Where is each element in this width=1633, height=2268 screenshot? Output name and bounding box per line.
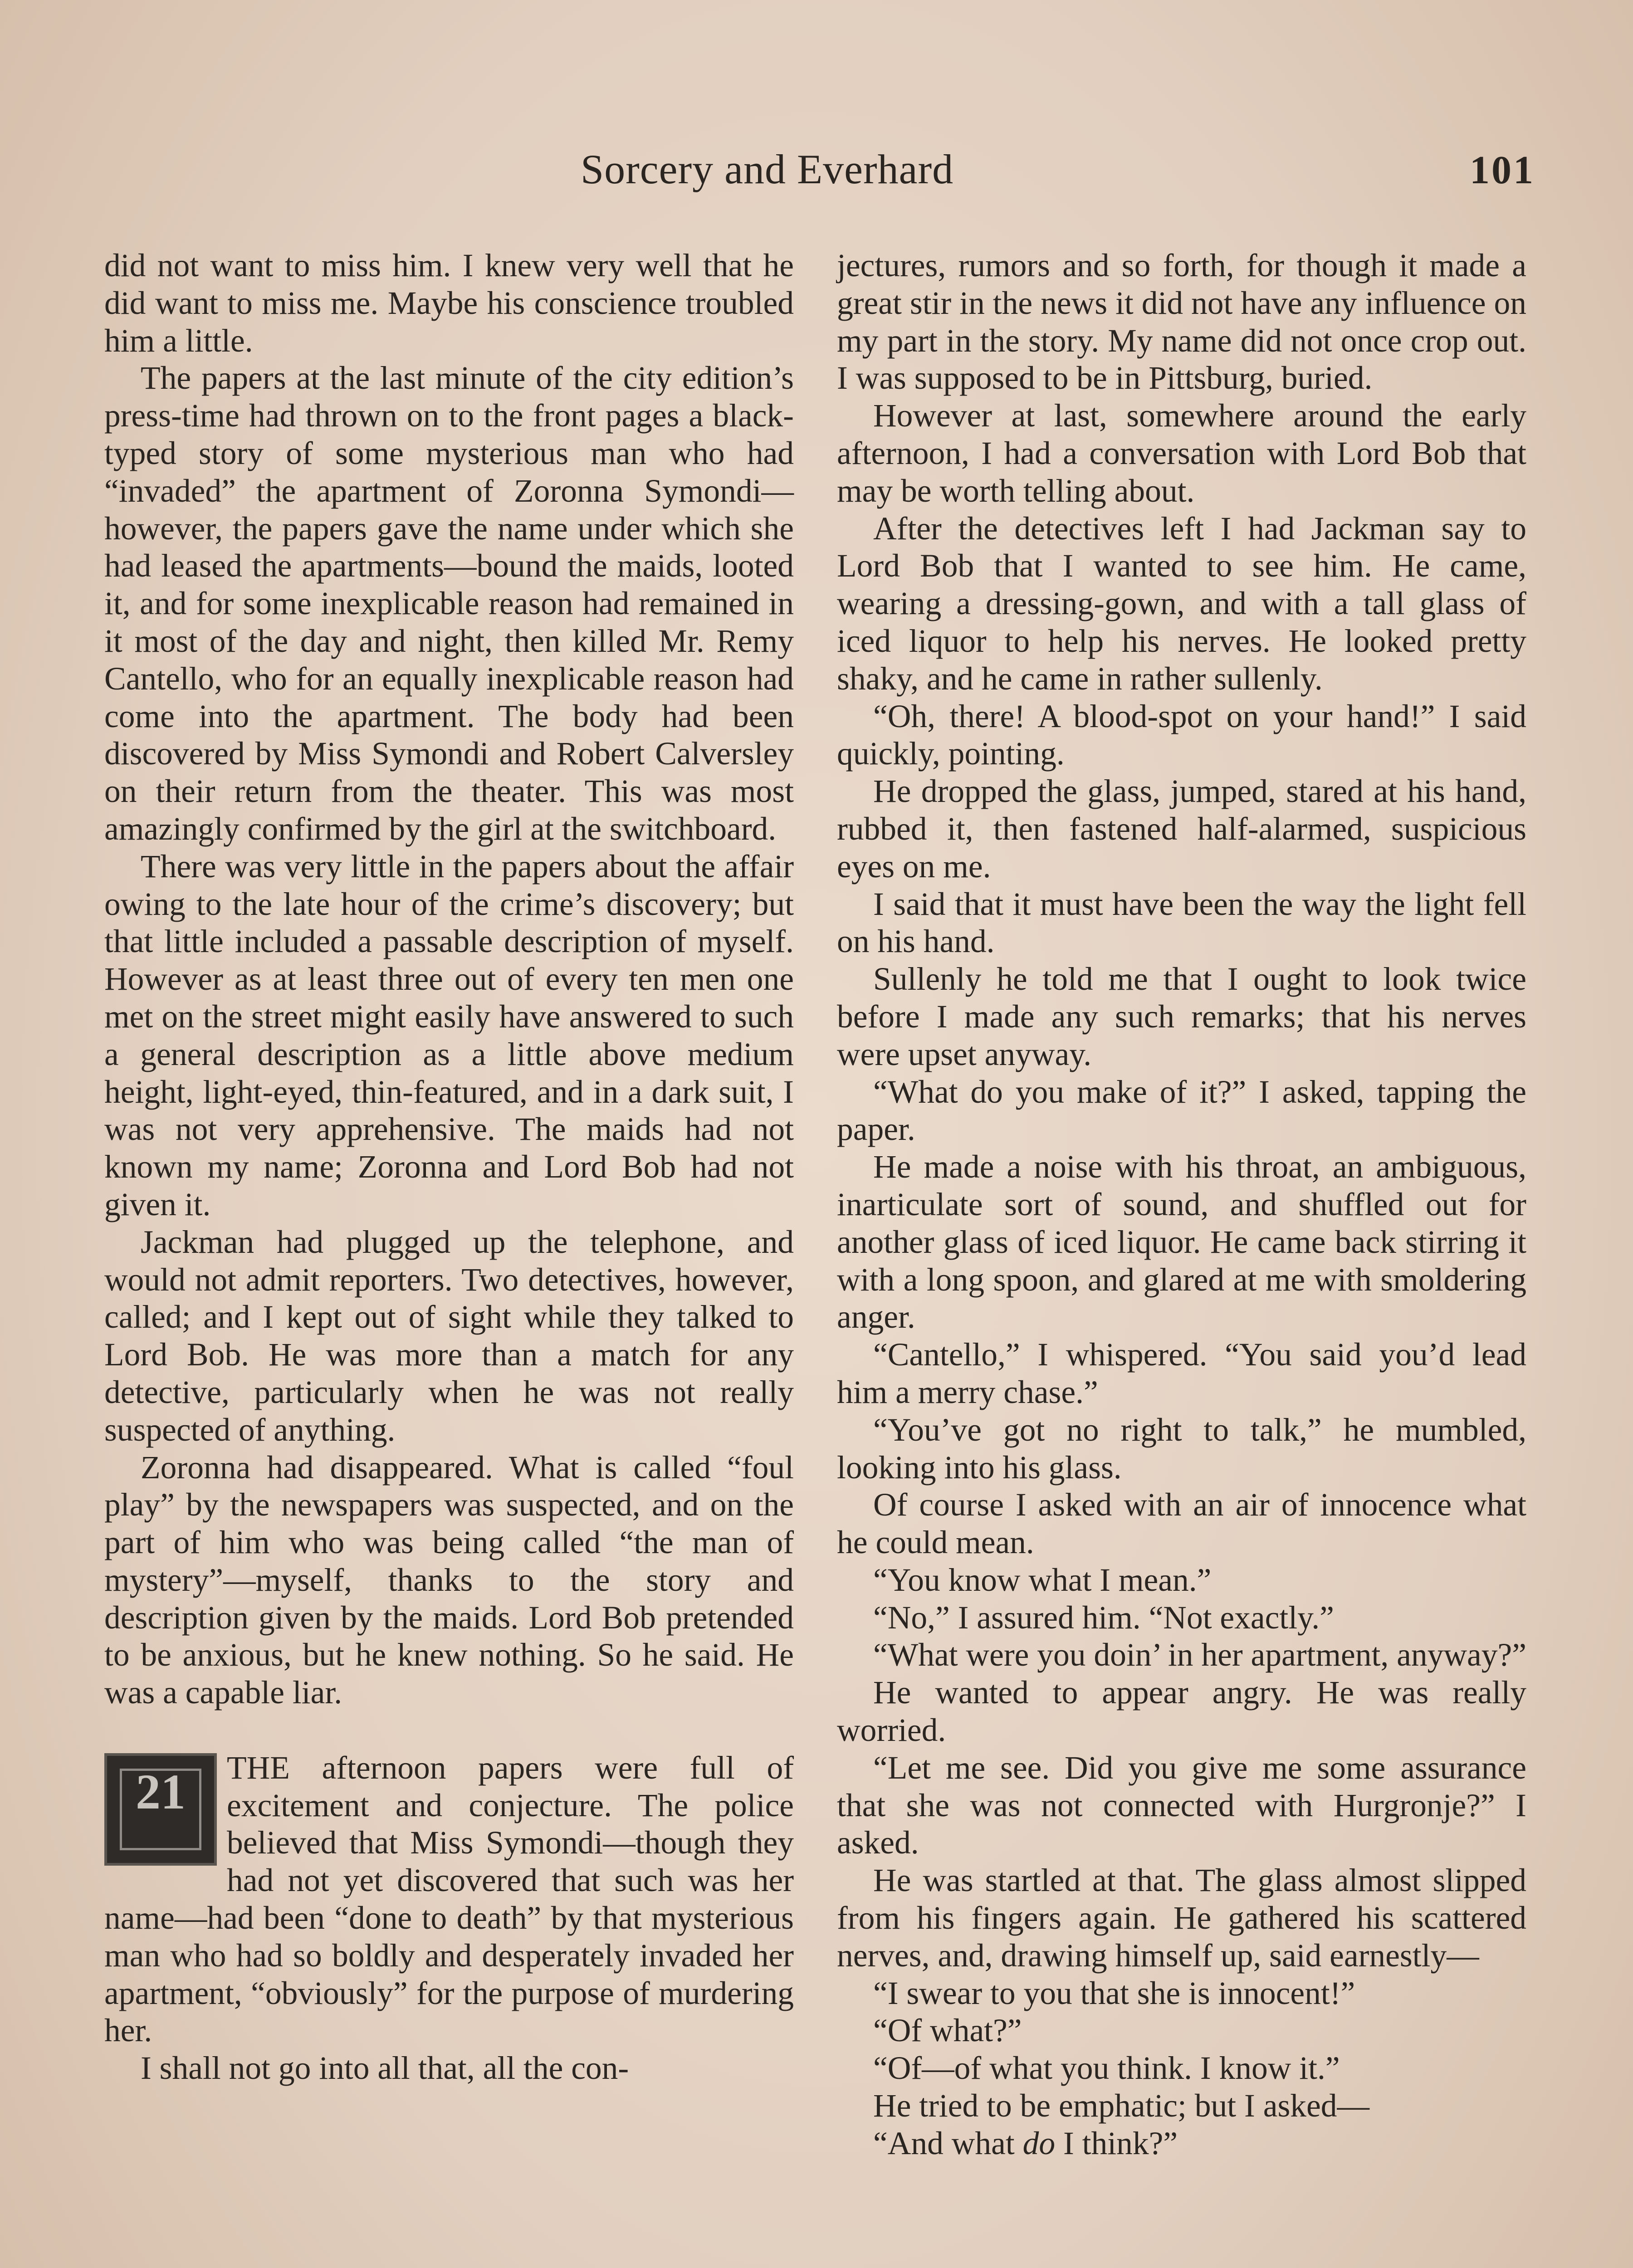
paragraph: “Cantello,” I whispered. “You said you’d lead him a merry chase.”: [837, 1337, 1526, 1410]
section-number: 21: [136, 1764, 186, 1819]
paragraph: He dropped the glass, jumped, stared at his hand, rubbed it, then fastened half-alarmed, suspicious eyes on me.: [837, 773, 1526, 885]
paragraph: He tried to be emphatic; but I asked—: [873, 2088, 1370, 2124]
paragraph: “Let me see. Did you give me some assurance that she was not connected with Hurgronje?” I asked.: [837, 1750, 1526, 1861]
paragraph: I shall not go into all that, all the con-: [141, 2050, 629, 2087]
final-text-end: I think?”: [1055, 2125, 1178, 2161]
emphasis: do: [1022, 2125, 1056, 2161]
paragraph: However at last, somewhere around the early afternoon, I had a conversation with Lord Bob that may be worth telling about.: [837, 398, 1526, 509]
paragraph-final: [837, 2125, 1526, 2163]
paragraph: jectures, rumors and so forth, for though it made a great stir in the news it did not have any influence on my part in the story. My name did not once crop out. I was supposed to be in Pittsburg, buried.: [837, 248, 1526, 396]
paragraph: “Of—of what you think. I know it.”: [873, 2050, 1340, 2087]
section-break: [104, 1712, 794, 1750]
paragraph: Zoronna had disappeared. What is called “foul play” by the newspapers was suspected, and on the part of him who was being called “the man of mystery”—myself, thanks to the story and description given by the maids. Lord Bob pretended to be anxious, but he knew nothing. So he said. He was a capable liar.: [104, 1449, 794, 1711]
paragraph: The papers at the last minute of the city edition’s press-time had thrown on to the front pages a black-typed story of some mysterious man who had “invaded” the apartment of Zoronna Symondi—however, the papers gave the name under which she had leased the apartments—bound the maids, looted it, and for some inexplicable reason had remained in it most of the day and night, then killed Mr. Remy Cantello, who for an equally inexplicable reason had come into the apartment. The body had been discovered by Miss Symondi and Robert Calversley on their return from the theater. This was most amazingly confirmed by the girl at the switchboard.: [104, 360, 794, 847]
final-text-start: “And what: [873, 2125, 1023, 2161]
paragraph: “No,” I assured him. “Not exactly.”: [873, 1599, 1334, 1636]
paragraph: He made a noise with his throat, an ambiguous, inarticulate sort of sound, and shuffled out for another glass of iced liquor. He came back stirring it with a long spoon, and glared at me with smoldering anger.: [837, 1149, 1526, 1335]
paragraph: There was very little in the papers about the affair owing to the late hour of the crime’s discovery; but that little included a passable description of myself. However as at least three out of every ten men one met on the street might easily have answered to such a general description as a little above medium height, light-eyed, thin-featured, and in a dark suit, I was not very apprehensive. The maids had not known my name; Zoronna and Lord Bob had not given it.: [104, 848, 794, 1222]
paragraph: did not want to miss him. I knew very well that he did want to miss me. Maybe his conscience troubled him a little.: [104, 248, 794, 359]
paragraph: “What were you doin’ in her apartment, anyway?”: [873, 1637, 1526, 1673]
paragraph: He was startled at that. The glass almost slipped from his fingers again. He gathered his scattered nerves, and, drawing himself up, said earnestly—: [837, 1862, 1526, 1974]
section-opening-text: THE afternoon papers were full of excitement and conjecture. The police believed that Miss Symondi—though they had not yet discovered that such was her name—had been “done to death” by that mysterious man who had so boldly and desperately invaded her apartment, “obviously” for the purpose of murdering her.: [104, 1750, 794, 2049]
paragraph: “You’ve got no right to talk,” he mumbled, looking into his glass.: [837, 1412, 1526, 1486]
section-number-ornament: [104, 1753, 217, 1866]
left-column: [104, 247, 794, 2087]
paragraph: I said that it must have been the way the light fell on his hand.: [837, 886, 1526, 960]
section-opening-paragraph: [104, 1750, 794, 2050]
paragraph: “What do you make of it?” I asked, tapping the paper.: [837, 1074, 1526, 1148]
right-column: [837, 247, 1526, 2163]
paragraph: “You know what I mean.”: [873, 1562, 1212, 1598]
paragraph: Jackman had plugged up the telephone, and would not admit reporters. Two detectives, however, called; and I kept out of sight while they talked to Lord Bob. He was more than a match for any detective, particularly when he was not really suspected of anything.: [104, 1224, 794, 1448]
paragraph: “I swear to you that she is innocent!”: [873, 1975, 1355, 2011]
page-number: 101: [1470, 148, 1535, 192]
paragraph: “Oh, there! A blood-spot on your hand!” I said quickly, pointing.: [837, 698, 1526, 772]
paragraph: He wanted to appear angry. He was really worried.: [837, 1675, 1526, 1749]
running-title: Sorcery and Everhard: [581, 146, 954, 192]
paragraph: “Of what?”: [873, 2013, 1022, 2049]
paragraph: Of course I asked with an air of innocence what he could mean.: [837, 1487, 1526, 1561]
paragraph: Sullenly he told me that I ought to look twice before I made any such remarks; that his nerves were upset anyway.: [837, 961, 1526, 1072]
paragraph: After the detectives left I had Jackman say to Lord Bob that I wanted to see him. He came, wearing a dressing-gown, and with a tall glass of iced liquor to help his nerves. He looked pretty shaky, and he came in rather sullenly.: [837, 510, 1526, 697]
